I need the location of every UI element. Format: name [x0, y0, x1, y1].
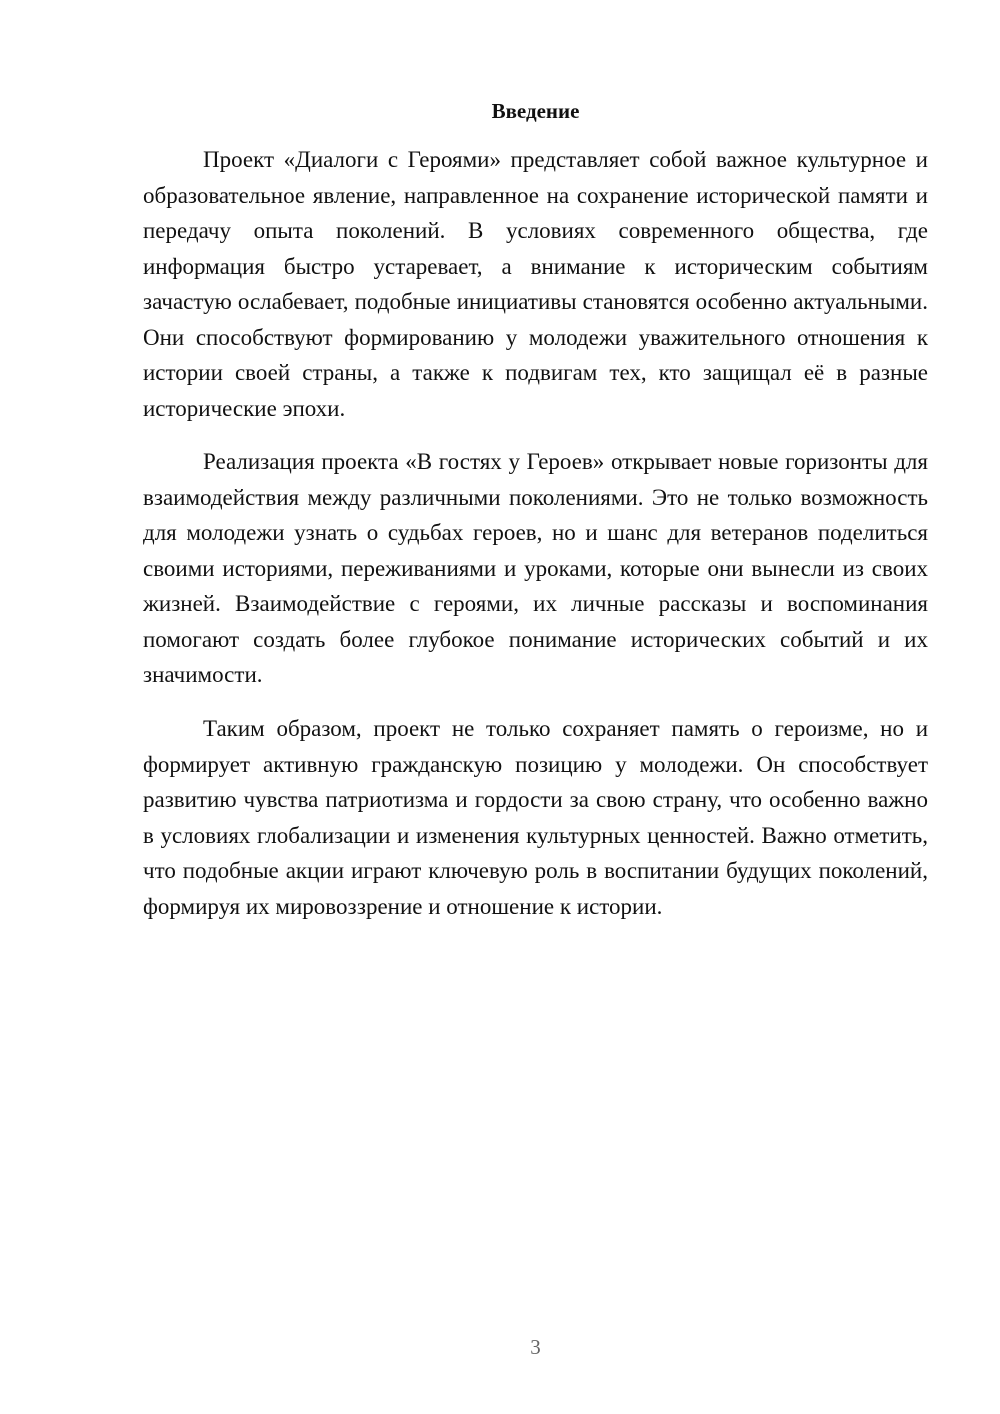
paragraph-1: Проект «Диалоги с Героями» представляет собой важное культурное и образовательное явление, направленное на сохранение исторической памяти и передачу опыта поколений. В условиях современного общества, где информация быстро устаревает, а внимание к историческим событиям зачастую ослабевает, подобные инициативы становятся особенно актуальными. Они способствуют формированию у молодежи уважительного отношения к истории своей страны, а также к подвигам тех, кто защищал её в разные исторические эпохи. — [143, 147, 928, 421]
page-number: 3 — [530, 1335, 541, 1359]
section-heading: Введение — [491, 99, 580, 123]
paragraph-2: Реализация проекта «В гостях у Героев» открывает новые горизонты для взаимодействия между различными поколениями. Это не только возможность для молодежи узнать о судьбах героев, но и шанс для ветеранов поделиться своими историями, переживаниями и уроками, которые они вынесли из своих жизней. Взаимодействие с героями, их личные рассказы и воспоминания помогают создать более глубокое понимание исторических событий и их значимости. — [143, 449, 928, 687]
paragraph-3: Таким образом, проект не только сохраняет память о героизме, но и формирует активную гражданскую позицию у молодежи. Он способствует развитию чувства патриотизма и гордости за свою страну, что особенно важно в условиях глобализации и изменения культурных ценностей. Важно отметить, что подобные акции играют ключевую роль в воспитании будущих поколений, формируя их мировоззрение и отношение к истории. — [143, 716, 928, 919]
